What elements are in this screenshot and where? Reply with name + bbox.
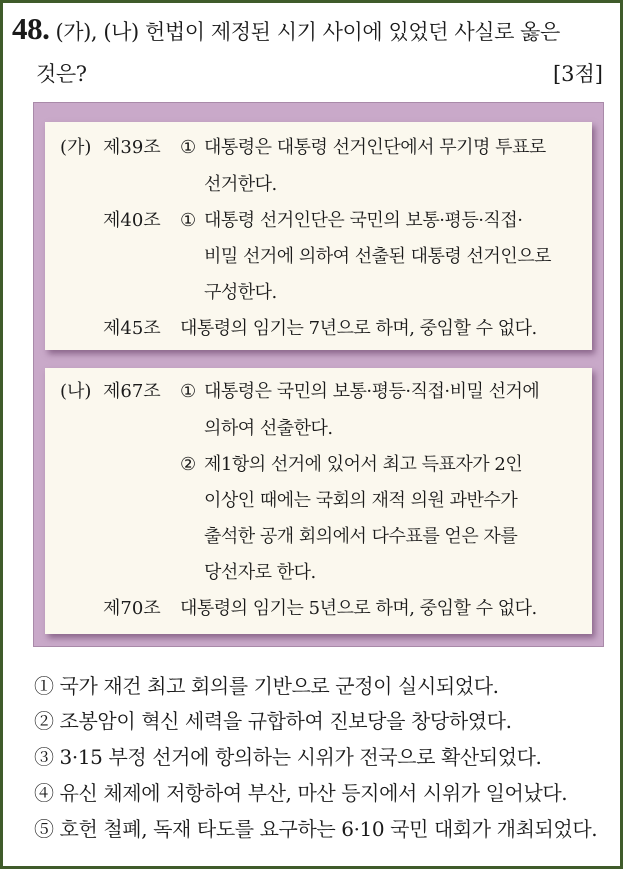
article-67-title: 제67조: [103, 381, 161, 402]
card-b-label: (나): [60, 381, 92, 402]
question-number: 48.: [12, 11, 50, 46]
article-67-clause-2-line-2: 이상인 때에는 국회의 재적 의원 과반수가: [204, 490, 518, 511]
article-39-title: 제39조: [103, 137, 161, 158]
article-45-line-1: 대통령의 임기는 7년으로 하며, 중임할 수 없다.: [180, 318, 537, 339]
article-40-title: 제40조: [103, 210, 161, 231]
question-stem-line1: (가), (나) 헌법이 제정된 시기 사이에 있었던 사실로 옳은: [55, 20, 560, 44]
article-67-clause-2-number: ②: [180, 454, 197, 475]
article-70-line-1: 대통령의 임기는 5년으로 하며, 중임할 수 없다.: [180, 598, 537, 619]
article-67-clause-1-line-1: 대통령은 국민의 보통·평등·직접·비밀 선거에: [204, 381, 540, 402]
article-39-line-1: 대통령은 대통령 선거인단에서 무기명 투표로: [204, 137, 546, 158]
choice-2[interactable]: ② 조봉암이 혁신 세력을 규합하여 진보당을 창당하였다.: [34, 709, 512, 733]
article-40-line-3: 구성한다.: [204, 282, 277, 303]
card-a-label: (가): [60, 137, 92, 158]
article-67-clause-2-line-4: 당선자로 한다.: [204, 562, 316, 583]
points-label: [3점]: [552, 62, 603, 86]
article-45-title: 제45조: [103, 318, 161, 339]
choice-3[interactable]: ③ 3·15 부정 선거에 항의하는 시위가 전국으로 확산되었다.: [34, 745, 542, 769]
article-40-clause-number: ①: [180, 210, 197, 231]
choice-4[interactable]: ④ 유신 체제에 저항하여 부산, 마산 등지에서 시위가 일어났다.: [34, 781, 568, 805]
article-70-title: 제70조: [103, 598, 161, 619]
article-67-clause-2-line-1: 제1항의 선거에 있어서 최고 득표자가 2인: [204, 454, 523, 475]
article-40-line-1: 대통령 선거인단은 국민의 보통·평등·직접·: [204, 210, 523, 231]
question-stem-line2: 것은?: [36, 62, 87, 86]
choice-1[interactable]: ① 국가 재건 최고 회의를 기반으로 군정이 실시되었다.: [34, 674, 499, 698]
question-stem: [12, 11, 609, 47]
article-67-clause-2-line-3: 출석한 공개 회의에서 다수표를 얻은 자를: [204, 526, 518, 547]
article-39-line-2: 선거한다.: [204, 174, 277, 195]
article-40-line-2: 비밀 선거에 의하여 선출된 대통령 선거인으로: [204, 246, 551, 267]
choice-5[interactable]: ⑤ 호헌 철폐, 독재 타도를 요구하는 6·10 국민 대회가 개최되었다.: [34, 817, 598, 841]
article-39-clause-number: ①: [180, 137, 197, 158]
article-67-clause-1-line-2: 의하여 선출한다.: [204, 418, 333, 439]
article-67-clause-1-number: ①: [180, 381, 197, 402]
